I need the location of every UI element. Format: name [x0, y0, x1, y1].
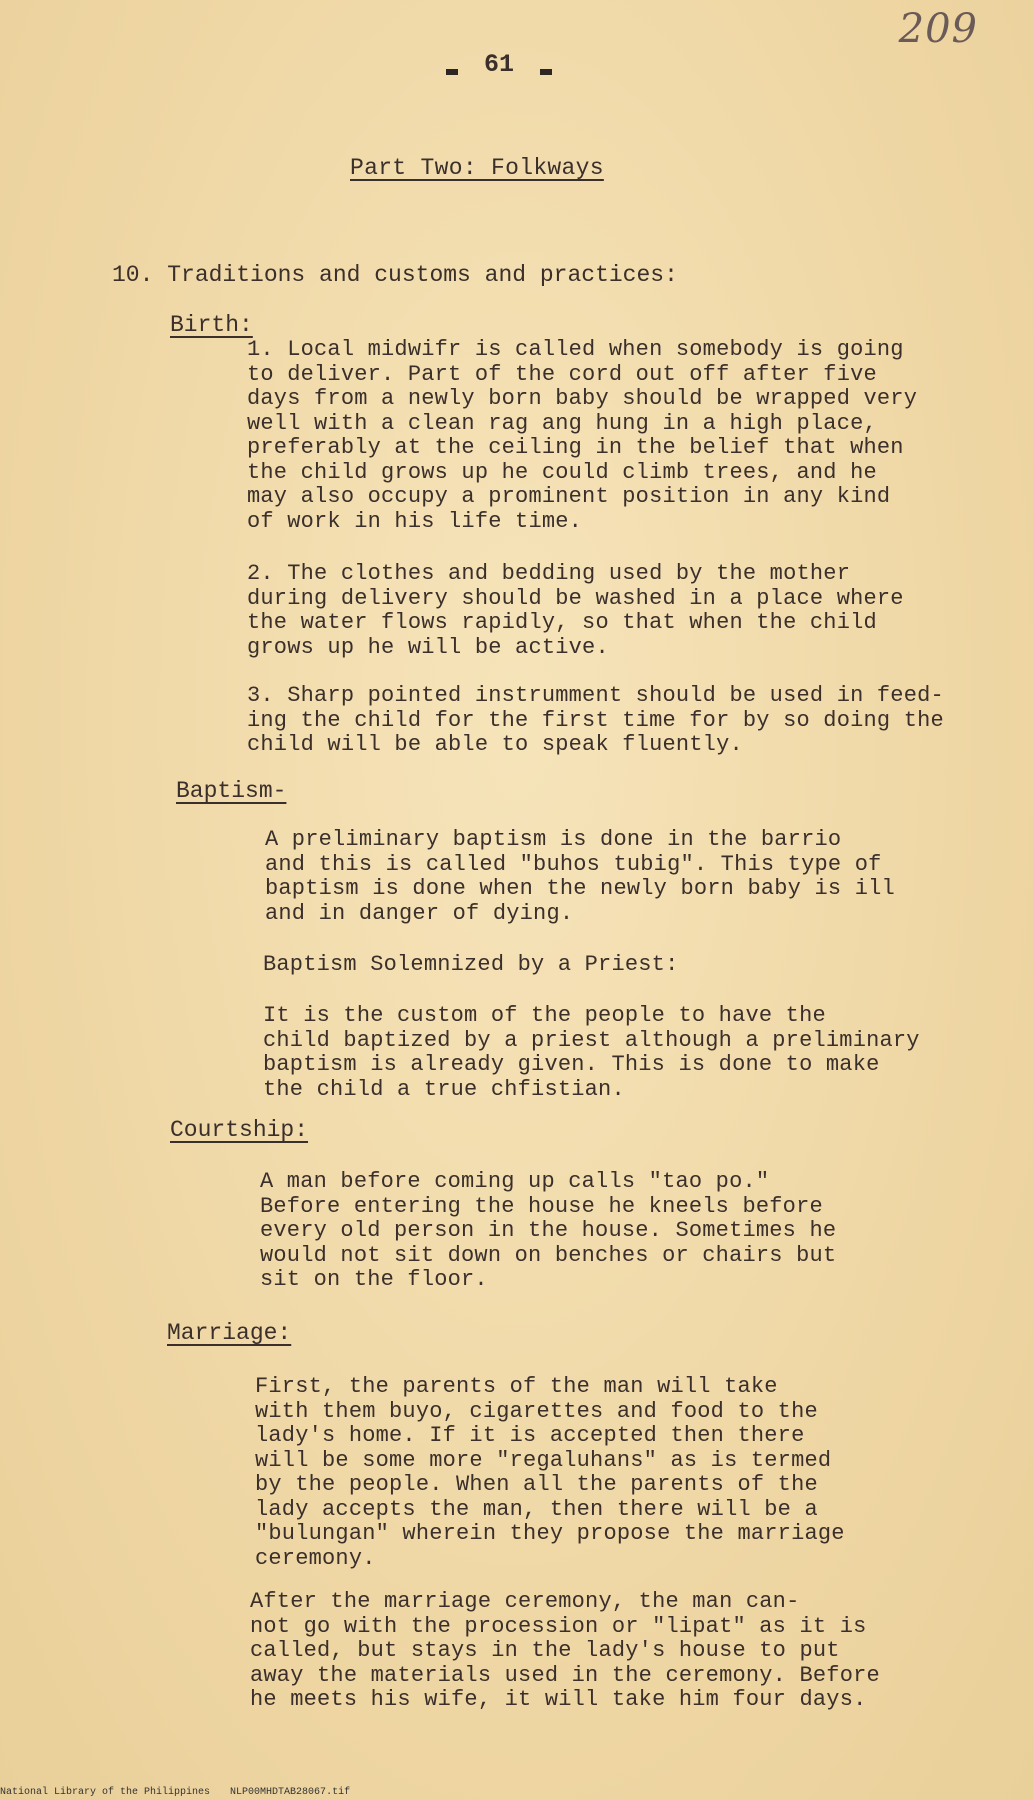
baptism-priest-heading: Baptism Solemnized by a Priest: [263, 952, 679, 977]
handwritten-page-annotation: 209 [898, 6, 978, 52]
footer-library: National Library of the Philippines [0, 1787, 211, 1798]
marriage-paragraph-2: After the marriage ceremony, the man can- not go with the procession or "lipat" as it is called, but stays in the lady's house to put away the materials used in the ceremony. Before he meets his wife, it will take him four days. [250, 1589, 880, 1712]
baptism-priest-text: It is the custom of the people to have the child baptized by a priest although a preliminary baptism is already given. This is done to make the child a true chfistian. [263, 1003, 920, 1102]
dash-right [540, 69, 552, 75]
scan-footer [0, 1787, 370, 1798]
section-heading: 10. Traditions and customs and practices: [112, 262, 678, 288]
footer-filename: NLP00MHDTAB28067.tif [230, 1787, 351, 1798]
courtship-heading: Courtship: [170, 1117, 309, 1143]
baptism-preliminary-text: A preliminary baptism is done in the barrio and this is called "buhos tubig". This type of baptism is done when the newly born baby is ill and in danger of dying. [265, 827, 895, 926]
courtship-text: A man before coming up calls "tao po." Before entering the house he kneels before every old person in the house. Sometimes he would not sit down on benches or chairs but sit on the floor. [260, 1169, 837, 1292]
birth-item-1: 1. Local midwifr is called when somebody is going to deliver. Part of the cord out off after five days from a newly born baby should be wrapped very well with a clean rag ang hung in a high place, preferably at the ceiling in the belief that when the child grows up he could climb trees, and he may also occupy a prominent position in any kind of work in his life time. [247, 337, 918, 534]
marriage-heading: Marriage: [167, 1320, 292, 1346]
birth-item-2: 2. The clothes and bedding used by the mother during delivery should be washed in a place where the water flows rapidly, so that when the child grows up he will be active. [247, 561, 904, 660]
marriage-paragraph-1: First, the parents of the man will take with them buyo, cigarettes and food to the lady's home. If it is accepted then there will be some more "regaluhans" as is termed by the people. When all the parents of the lady accepts the man, then there will be a "bulungan" wherein they propose the marriage ceremony. [255, 1374, 845, 1571]
birth-item-3: 3. Sharp pointed instrumment should be used in feed- ing the child for the first time for by so doing the child will be able to speak fluently. [247, 683, 944, 757]
baptism-heading: Baptism- [176, 778, 287, 804]
dash-left [446, 69, 458, 75]
page-number: 61 [420, 50, 578, 79]
part-title: Part Two: Folkways [350, 155, 604, 181]
birth-heading: Birth: [170, 312, 253, 338]
